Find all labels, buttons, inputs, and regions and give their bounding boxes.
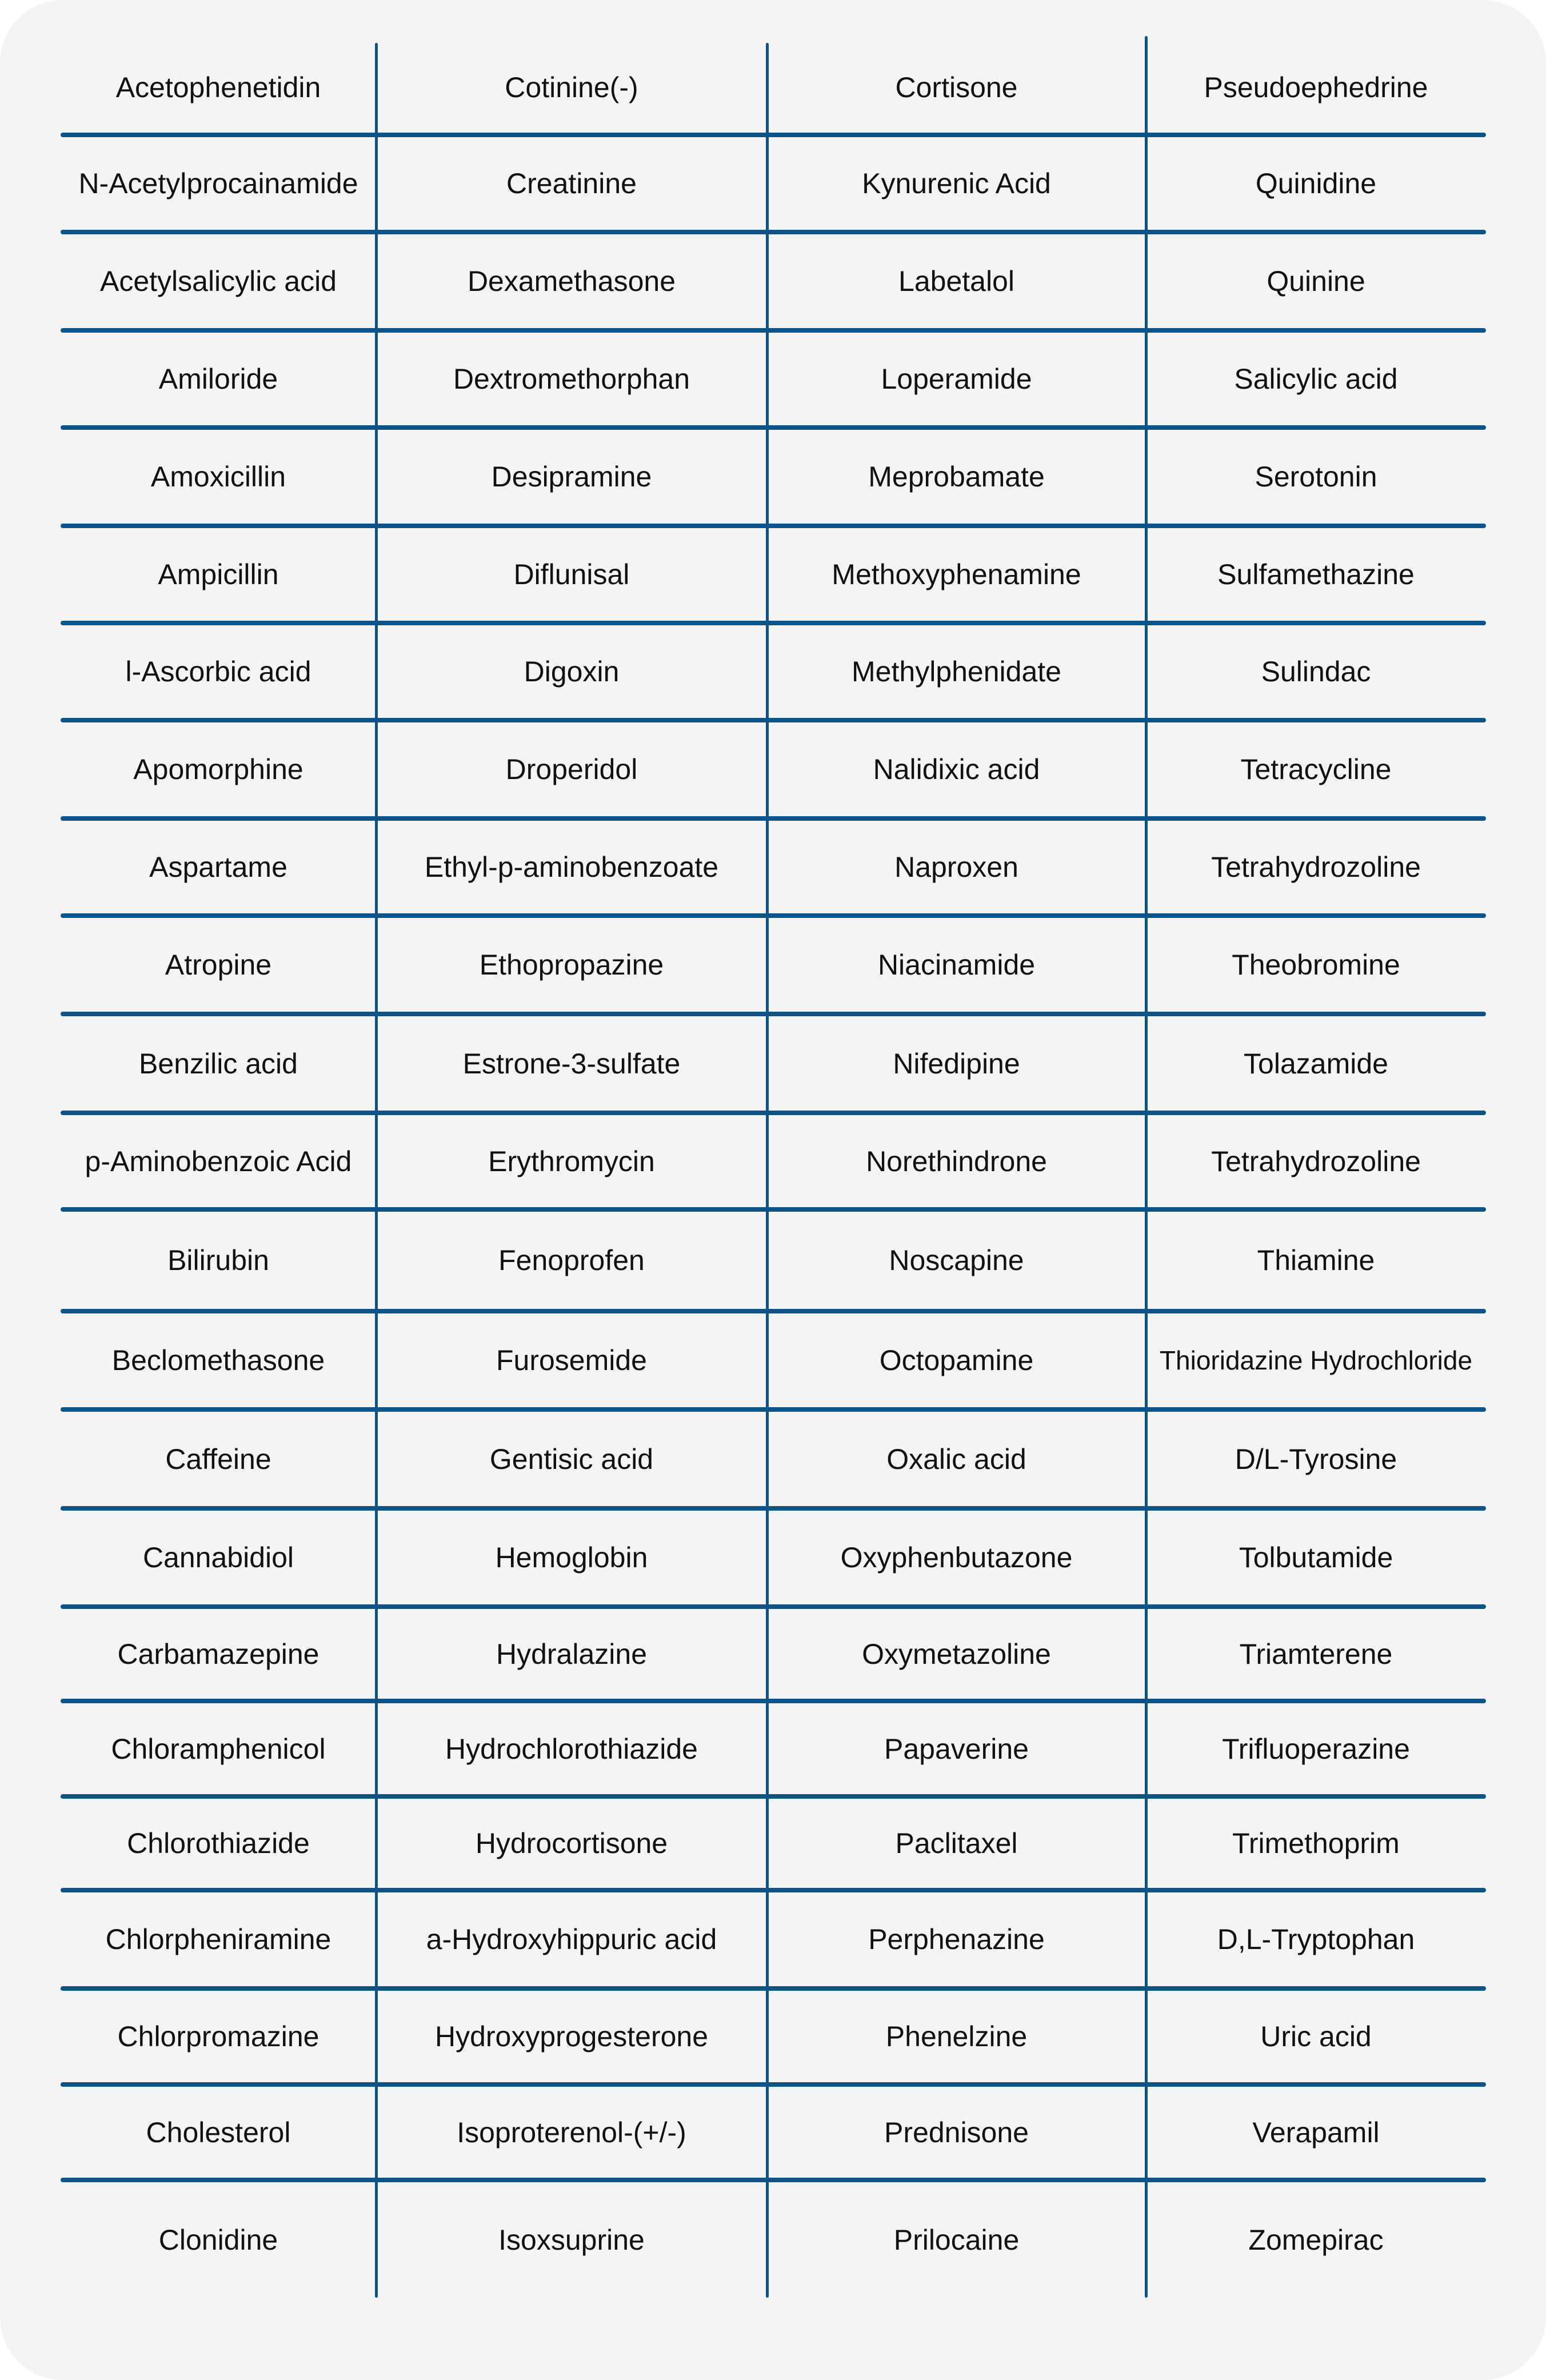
table-cell: Methylphenidate <box>852 656 1061 688</box>
table-cell: Niacinamide <box>877 949 1036 981</box>
table-cell: Perphenazine <box>868 1923 1045 1955</box>
table-cell: Beclomethasone <box>111 1344 325 1376</box>
table-cell: Droperidol <box>505 753 638 785</box>
table-cell: Verapamil <box>1252 2116 1380 2149</box>
table-cell: Nalidixic acid <box>873 753 1040 785</box>
table-cell: Oxyphenbutazone <box>840 1542 1073 1574</box>
table-cell: Tetrahydrozoline <box>1211 851 1421 883</box>
table-cell: Hydrochlorothiazide <box>445 1732 698 1765</box>
table-cell: Acetylsalicylic acid <box>99 265 337 297</box>
table-cell: Trifluoperazine <box>1222 1732 1410 1765</box>
table-cell: Amoxicillin <box>150 461 286 493</box>
table-cell: Chlorothiazide <box>127 1827 310 1859</box>
table-cell: p-Aminobenzoic Acid <box>85 1145 352 1177</box>
table-cell: Uric acid <box>1260 2020 1372 2052</box>
table-cell: Thioridazine Hydrochloride <box>1159 1345 1473 1375</box>
table-cell: Hydroxyprogesterone <box>434 2020 709 2052</box>
table-cell: Quinine <box>1267 265 1365 297</box>
table-cell: Ethopropazine <box>479 949 664 981</box>
table-cell: Octopamine <box>879 1344 1034 1376</box>
table-cell: Bilirubin <box>167 1244 269 1276</box>
table-cell: Atropine <box>165 949 272 981</box>
table-cell: Sulfamethazine <box>1217 558 1415 590</box>
table-cell: Gentisic acid <box>489 1443 654 1475</box>
table-cell: Cortisone <box>895 71 1018 103</box>
table-cell: Prilocaine <box>893 2224 1020 2256</box>
table-cell: Apomorphine <box>133 753 303 785</box>
table-cell: Zomepirac <box>1248 2224 1384 2256</box>
table-cell: Phenelzine <box>885 2020 1028 2052</box>
table-cell: Digoxin <box>524 656 620 688</box>
table-cell: Cannabidiol <box>142 1542 294 1574</box>
table-cell: Isoxsuprine <box>498 2224 645 2256</box>
table-cell: Noscapine <box>889 1244 1024 1276</box>
table-cell: Diflunisal <box>513 558 630 590</box>
table-cell: Theobromine <box>1232 949 1400 981</box>
table-cell: Meprobamate <box>868 461 1045 493</box>
table-cell: Hydrocortisone <box>475 1827 668 1859</box>
table-cell: Oxalic acid <box>886 1443 1026 1475</box>
table-cell: Salicylic acid <box>1234 363 1398 395</box>
table-cell: Prednisone <box>884 2116 1029 2149</box>
table-cell: Papaverine <box>884 1732 1029 1765</box>
table-cell: Chlorpheniramine <box>105 1923 331 1955</box>
table-cell: Pseudoephedrine <box>1204 71 1428 103</box>
table-cell: Labetalol <box>898 265 1014 297</box>
table-cell: Oxymetazoline <box>862 1638 1051 1670</box>
table-cell: Triamterene <box>1239 1638 1393 1670</box>
table-cell: a-Hydroxyhippuric acid <box>426 1923 717 1955</box>
table-cell: l-Ascorbic acid <box>125 656 311 688</box>
table-cell: Quinidine <box>1255 167 1377 199</box>
table-cell: Nifedipine <box>893 1047 1020 1080</box>
table-cell: Hydralazine <box>496 1638 647 1670</box>
table-cell: Serotonin <box>1255 461 1377 493</box>
table-cell: Carbamazepine <box>117 1638 319 1670</box>
table-cell: Caffeine <box>165 1443 271 1475</box>
table-cell: Paclitaxel <box>895 1827 1018 1859</box>
table-cell: Tetracycline <box>1240 753 1392 785</box>
table-cell: Cotinine(-) <box>505 71 638 103</box>
table-cell: Dexamethasone <box>467 265 676 297</box>
table-cell: Creatinine <box>506 167 637 199</box>
table-cell: Norethindrone <box>866 1145 1047 1177</box>
table-cell: Ethyl-p-aminobenzoate <box>424 851 719 883</box>
table-cell: Loperamide <box>881 363 1032 395</box>
table-cell: Naproxen <box>894 851 1018 883</box>
table-cell: D/L-Tyrosine <box>1235 1443 1397 1475</box>
table-cell: Benzilic acid <box>139 1047 298 1080</box>
table-cell: Dextromethorphan <box>453 363 690 395</box>
table-cell: Furosemide <box>496 1344 647 1376</box>
table-cell: Methoxyphenamine <box>832 558 1081 590</box>
table-cell: Isoproterenol-(+/-) <box>457 2116 686 2149</box>
table-cell: Amiloride <box>158 363 278 395</box>
table-cell: Ampicillin <box>158 558 279 590</box>
table-cell: Erythromycin <box>488 1145 655 1177</box>
table-cell: Chlorpromazine <box>117 2020 319 2052</box>
table-cell: D,L-Tryptophan <box>1217 1923 1415 1955</box>
table-cell: Kynurenic Acid <box>862 167 1051 199</box>
table-cell: Clonidine <box>158 2224 278 2256</box>
table-cell: Tolazamide <box>1244 1047 1388 1080</box>
table-cell: Trimethoprim <box>1232 1827 1400 1859</box>
table-cell: Estrone-3-sulfate <box>462 1047 681 1080</box>
table-cell: Fenoprofen <box>498 1244 645 1276</box>
table-cell: Sulindac <box>1261 656 1371 688</box>
table-cell: Cholesterol <box>146 2116 291 2149</box>
table-cell: Desipramine <box>491 461 652 493</box>
table-cell: Aspartame <box>149 851 287 883</box>
table-cell: N-Acetylprocainamide <box>78 167 358 199</box>
table-cell: Chloramphenicol <box>111 1732 326 1765</box>
table-cell: Thiamine <box>1257 1244 1375 1276</box>
table-cell: Hemoglobin <box>495 1542 648 1574</box>
table-cell: Tolbutamide <box>1239 1542 1393 1574</box>
table-cell: Tetrahydrozoline <box>1211 1145 1421 1177</box>
table-cell: Acetophenetidin <box>115 71 321 103</box>
